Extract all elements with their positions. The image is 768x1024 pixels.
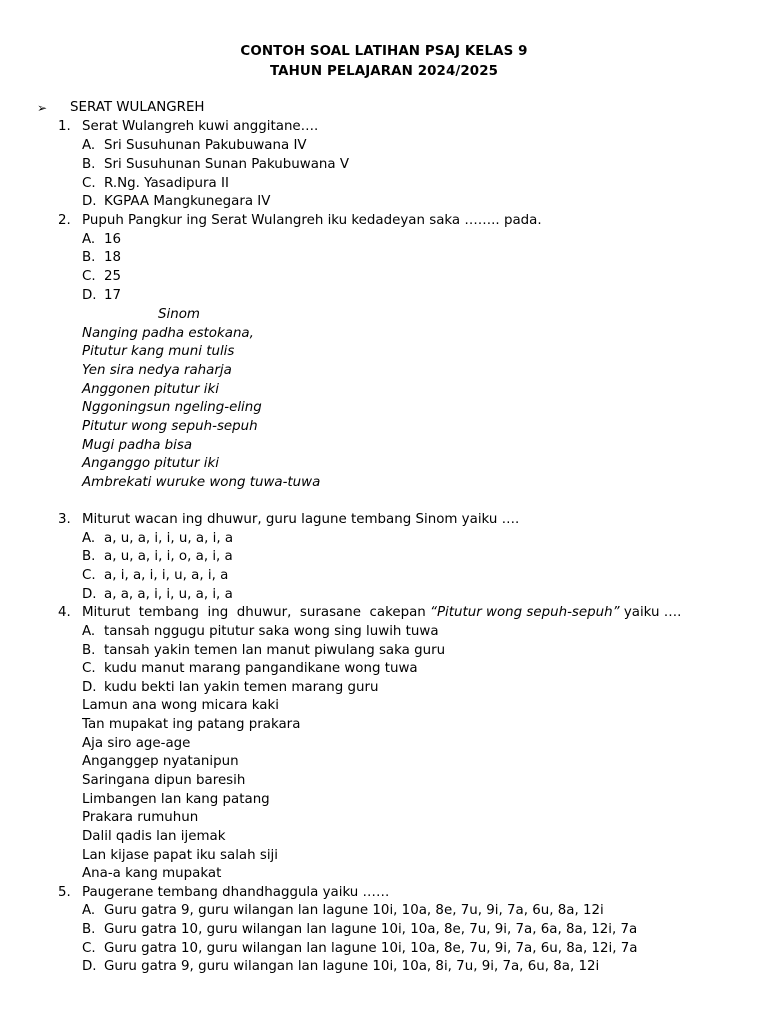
q5-option-c-letter: C. — [82, 941, 96, 956]
q1-option-c-letter: C. — [82, 176, 96, 191]
q5-option-d: Guru gatra 9, guru wilangan lan lagune 10i, 10a, 8i, 7u, 9i, 7a, 6u, 8a, 12i — [104, 959, 600, 974]
q5-option-b: Guru gatra 10, guru wilangan lan lagune 10i, 10a, 8e, 7u, 9i, 7a, 6a, 8a, 12i, 7a — [104, 922, 638, 937]
q1-option-c: R.Ng. Yasadipura II — [104, 176, 229, 191]
q2-option-d-letter: D. — [82, 288, 97, 303]
q1-option-b-letter: B. — [82, 157, 96, 172]
q3-option-d: a, a, a, i, i, u, a, i, a — [104, 587, 233, 602]
arrow-bullet-icon: ➢ — [37, 101, 48, 115]
q5-option-a-letter: A. — [82, 903, 96, 918]
question-4-text-end: yaiku …. — [619, 605, 682, 620]
question-3-text: Miturut wacan ing dhuwur, guru lagune tembang Sinom yaiku …. — [82, 512, 520, 527]
q2-option-a-letter: A. — [82, 232, 96, 247]
question-1-number: 1. — [58, 119, 71, 134]
q3-option-d-letter: D. — [82, 587, 97, 602]
poem-line: Pitutur wong sepuh-sepuh — [82, 419, 258, 434]
q1-option-d-letter: D. — [82, 194, 97, 209]
q5-option-d-letter: D. — [82, 959, 97, 974]
q3-option-c: a, i, a, i, i, u, a, i, a — [104, 568, 229, 583]
q4-option-d: kudu bekti lan yakin temen marang guru — [104, 680, 379, 695]
question-3-number: 3. — [58, 512, 71, 527]
poem2-line: Prakara rumuhun — [82, 810, 199, 825]
poem-line: Ambrekati wuruke wong tuwa-tuwa — [82, 475, 321, 490]
question-4-text-start: Miturut tembang ing dhuwur, surasane cakepan — [82, 605, 431, 620]
poem-line: Yen sira nedya raharja — [82, 363, 232, 378]
q3-option-c-letter: C. — [82, 568, 96, 583]
q2-option-b: 18 — [104, 250, 122, 265]
q4-option-d-letter: D. — [82, 680, 97, 695]
poem-line: Pitutur kang muni tulis — [82, 344, 235, 359]
question-4-text — [82, 604, 682, 622]
q5-option-c: Guru gatra 10, guru wilangan lan lagune 10i, 10a, 8e, 7u, 9i, 7a, 6u, 8a, 12i, 7a — [104, 941, 638, 956]
question-2-text: Pupuh Pangkur ing Serat Wulangreh iku kedadeyan saka …….. pada. — [82, 213, 542, 228]
q2-option-b-letter: B. — [82, 250, 96, 265]
q4-option-c: kudu manut marang pangandikane wong tuwa — [104, 661, 418, 676]
q2-option-d: 17 — [104, 288, 122, 303]
poem2-line: Dalil qadis lan ijemak — [82, 829, 226, 844]
q1-option-a-letter: A. — [82, 138, 96, 153]
q1-option-d: KGPAA Mangkunegara IV — [104, 194, 271, 209]
poem-title: Sinom — [158, 307, 200, 322]
q4-option-b-letter: B. — [82, 643, 96, 658]
document-title: CONTOH SOAL LATIHAN PSAJ KELAS 9 — [240, 44, 528, 59]
poem2-line: Anganggep nyatanipun — [82, 754, 239, 769]
q3-option-a: a, u, a, i, i, u, a, i, a — [104, 531, 234, 546]
question-4-number: 4. — [58, 605, 71, 620]
q2-option-c: 25 — [104, 269, 122, 284]
q1-option-b: Sri Susuhunan Sunan Pakubuwana V — [104, 157, 350, 172]
poem-line: Anganggo pitutur iki — [82, 456, 219, 471]
poem2-line: Ana-a kang mupakat — [82, 866, 222, 881]
poem-line: Anggonen pitutur iki — [82, 382, 219, 397]
question-1-text: Serat Wulangreh kuwi anggitane…. — [82, 119, 319, 134]
q3-option-b-letter: B. — [82, 549, 96, 564]
q5-option-a: Guru gatra 9, guru wilangan lan lagune 10i, 10a, 8e, 7u, 9i, 7a, 6u, 8a, 12i — [104, 903, 604, 918]
question-4-quote: “Pitutur wong sepuh-sepuh” — [430, 605, 620, 620]
q5-option-b-letter: B. — [82, 922, 96, 937]
question-2-number: 2. — [58, 213, 71, 228]
q4-option-a-letter: A. — [82, 624, 96, 639]
q3-option-a-letter: A. — [82, 531, 96, 546]
poem2-line: Limbangen lan kang patang — [82, 792, 270, 807]
q2-option-c-letter: C. — [82, 269, 96, 284]
q3-option-b: a, u, a, i, i, o, a, i, a — [104, 549, 233, 564]
poem2-line: Lan kijase papat iku salah siji — [82, 848, 278, 863]
document-subtitle: TAHUN PELAJARAN 2024/2025 — [269, 64, 499, 79]
poem-line: Nggoningsun ngeling-eling — [82, 400, 262, 415]
poem2-line: Saringana dipun baresih — [82, 773, 246, 788]
q4-option-c-letter: C. — [82, 661, 96, 676]
q1-option-a: Sri Susuhunan Pakubuwana IV — [104, 138, 307, 153]
question-5-number: 5. — [58, 885, 71, 900]
q4-option-b: tansah yakin temen lan manut piwulang saka guru — [104, 643, 446, 658]
poem2-line: Lamun ana wong micara kaki — [82, 698, 279, 713]
section-title: SERAT WULANGREH — [70, 100, 205, 115]
q2-option-a: 16 — [104, 232, 122, 247]
question-5-text: Paugerane tembang dhandhaggula yaiku …… — [82, 885, 390, 900]
q4-option-a: tansah nggugu pitutur saka wong sing luwih tuwa — [104, 624, 439, 639]
poem2-line: Aja siro age-age — [82, 736, 191, 751]
poem-line: Mugi padha bisa — [82, 438, 193, 453]
poem2-line: Tan mupakat ing patang prakara — [82, 717, 301, 732]
poem-line: Nanging padha estokana, — [82, 326, 254, 341]
